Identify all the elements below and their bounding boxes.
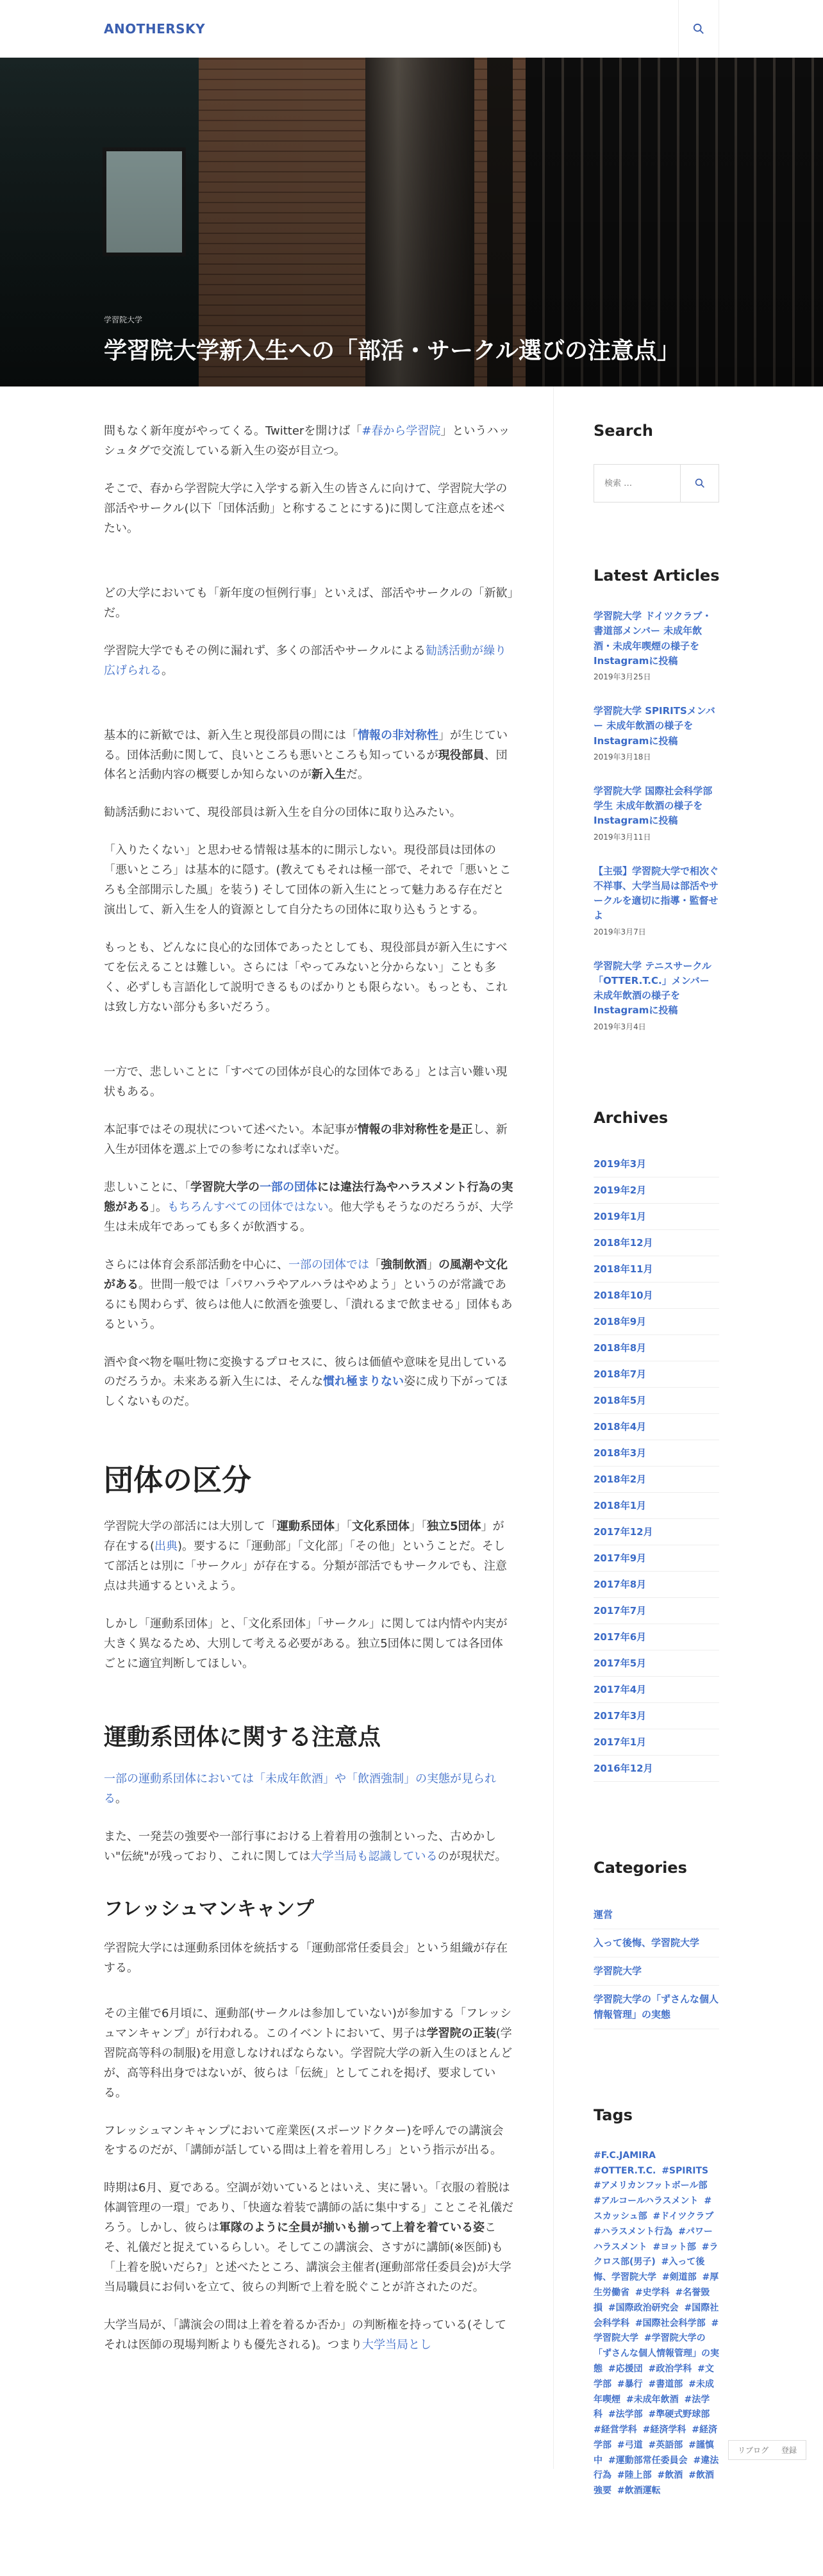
- search-input[interactable]: [594, 465, 680, 502]
- latest-article-item: [594, 609, 719, 682]
- tag-link[interactable]: #飲酒強要: [594, 2470, 714, 2496]
- search-icon: [695, 478, 705, 488]
- tag-link[interactable]: #飲酒運転: [617, 2486, 661, 2496]
- tag-link[interactable]: #違法行為: [594, 2456, 719, 2481]
- tag-link[interactable]: #アメリカンフットボール部: [594, 2181, 708, 2191]
- paragraph: 時期は6月、夏である。空調が効いているとはいえ、実に暑い。「衣服の着脱は体調管理の一環」であり、「快適な着装で講師の話に集中する」ことこそ礼儀だろう。しかし、彼らは軍隊のように全員が揃いも揃って上着を着ている姿こそ、礼儀だと捉えているらしい。そしてこの講演会、さすがに講師(※医師)も「上着を脱いだら?」と述べたところ、講演会主催者(運動部常任委員会)が大学当局職員にお伺いを立て、彼らの判断で上着を脱ぐことが許されたのだ。: [104, 2179, 513, 2298]
- hashtag-link[interactable]: #春から学習院: [362, 424, 440, 438]
- tag-link[interactable]: #アルコールハラスメント: [594, 2196, 699, 2206]
- archive-link[interactable]: 2018年3月: [594, 1440, 719, 1467]
- paragraph: もっとも、どんなに良心的な団体であったとしても、現役部員が新入生にすべてを伝えることは難しい。さらには「やってみないと分からない」ことも多く、必ずしも言語化して説明できるものばかりとも限らない。もっとも、これは致し方ない部分も多いだろう。: [104, 938, 513, 1018]
- latest-article-link[interactable]: 学習院大学 テニスサークル「OTTER.T.C.」メンバー 未成年飲酒の様子をInstagramに投稿: [594, 959, 719, 1018]
- paragraph: 「入りたくない」と思わせる情報は基本的に開示しない。現役部員は団体の「悪いところ」は基本的に隠す。(教えてもそれは極一部で、それで「悪いところも全部開示した風」を装う) そして団体の新入生にとって魅力ある存在だと演出して、新入生を人的資源として自分たちの団体に取り込もうとする。: [104, 841, 513, 920]
- latest-article-link[interactable]: 【主張】学習院大学で相次ぐ不祥事、大学当局は部活やサークルを適切に指導・監督せよ: [594, 864, 719, 924]
- hero-banner: [0, 58, 823, 386]
- tag-link[interactable]: #学習院大学: [594, 2318, 719, 2344]
- archive-link[interactable]: 2018年8月: [594, 1335, 719, 1361]
- tag-link[interactable]: #陸上部: [617, 2470, 652, 2480]
- paragraph: フレッシュマンキャンプにおいて産業医(スポーツドクター)を呼んでの講演会をするのだが、「講師が話している間は上着を着用しろ」という指示が出る。: [104, 2122, 513, 2161]
- latest-article-item: [594, 784, 719, 842]
- archive-link[interactable]: 2018年11月: [594, 1256, 719, 1283]
- latest-article-date: 2019年3月25日: [594, 671, 719, 682]
- categories-widget: [594, 1859, 823, 2029]
- inline-link[interactable]: 一部の運動系団体においては「未成年飲酒」や「飲酒強制」の実態が見られる: [104, 1772, 496, 1806]
- category-link[interactable]: 学習院大学: [594, 1957, 719, 1986]
- latest-article-link[interactable]: 学習院大学 ドイツクラブ・書道部メンバー 未成年飲酒・未成年喫煙の様子をInstagramに投稿: [594, 609, 719, 669]
- tag-link[interactable]: #経営学科: [594, 2425, 637, 2435]
- archive-link[interactable]: 2018年2月: [594, 1467, 719, 1493]
- latest-article-date: 2019年3月18日: [594, 751, 719, 762]
- tag-link[interactable]: #経済学科: [643, 2425, 686, 2435]
- minor-heading: フレッシュマンキャンプ: [104, 1893, 513, 1921]
- floating-action-bar: [728, 2440, 806, 2460]
- tag-link[interactable]: #学習院大学の「ずさんな個人情報管理」の実態: [594, 2333, 719, 2374]
- reblog-button[interactable]: リブログ: [738, 2445, 769, 2456]
- latest-article-item: [594, 704, 719, 762]
- paragraph: 基本的に新歓では、新入生と現役部員の間には「情報の非対称性」が生じている。団体活動に関して、良いところも悪いところも知っているが現役部員、団体名と活動内容の概要しか知らないのが新入生だ。: [104, 726, 513, 786]
- tag-link[interactable]: #名誉毀損: [594, 2288, 710, 2313]
- archive-link[interactable]: 2016年12月: [594, 1756, 719, 1782]
- tag-link[interactable]: #書道部: [648, 2379, 683, 2389]
- latest-articles-list: [594, 609, 823, 1032]
- archive-link[interactable]: 2017年7月: [594, 1598, 719, 1624]
- tag-link[interactable]: #F.C.JAMIRA: [594, 2150, 656, 2161]
- paragraph: 勧誘活動において、現役部員は新入生を自分の団体に取り込みたい。: [104, 803, 513, 823]
- subsection-heading: 運動系団体に関する注意点: [104, 1719, 513, 1752]
- inline-link[interactable]: 大学当局とし: [362, 2338, 431, 2352]
- inline-link[interactable]: もちろんすべての団体ではない: [167, 1201, 329, 1214]
- paragraph: 学習院大学の部活には大別して「運動系団体」「文化系団体」「独立5団体」が存在する(出典)。要するに「運動部」「文化部」「その他」ということだ。そして部活とは別に「サークル」が存在する。分類が部活でもサークルでも、注意点は共通するといえよう。: [104, 1517, 513, 1597]
- inline-link[interactable]: 一部の団体: [260, 1181, 317, 1194]
- hero-category[interactable]: 学習院大学: [104, 314, 694, 325]
- paragraph: 学習院大学には運動系団体を統括する「運動部常任委員会」という組織が存在する。: [104, 1939, 513, 1979]
- widget-title: Categories: [594, 1859, 823, 1877]
- archive-link[interactable]: 2017年5月: [594, 1650, 719, 1677]
- widget-title: Tags: [594, 2106, 823, 2124]
- inline-link[interactable]: 大学当局も認識している: [311, 1850, 438, 1863]
- category-link[interactable]: 入って後悔、学習院大学: [594, 1929, 719, 1957]
- archive-link[interactable]: 2019年3月: [594, 1151, 719, 1177]
- tag-link[interactable]: #ハラスメント行為: [594, 2227, 672, 2237]
- archive-link[interactable]: 2019年2月: [594, 1177, 719, 1204]
- archives-widget: [594, 1109, 823, 1782]
- paragraph: 大学当局が、「講演会の間は上着を着るか否か」の判断権を持っている(そして それは医師の現場判断よりも優先される)。つまり大学当局とし: [104, 2316, 513, 2356]
- paragraph: 悲しいことに、「学習院大学の一部の団体には違法行為やハラスメント行為の実態がある」。もちろんすべての団体ではない。他大学もそうなのだろうが、大学生は未成年であっても多くが飲酒する。: [104, 1178, 513, 1238]
- archive-link[interactable]: 2017年1月: [594, 1729, 719, 1756]
- search-widget: [594, 422, 823, 503]
- archive-link[interactable]: 2019年1月: [594, 1204, 719, 1230]
- tag-link[interactable]: #国際社会科学部: [635, 2318, 706, 2329]
- subscribe-button[interactable]: 登録: [781, 2445, 797, 2456]
- site-brand[interactable]: ANOTHERSKY: [104, 21, 205, 37]
- tag-link[interactable]: #史学科: [635, 2288, 670, 2298]
- tag-link[interactable]: #運動部常任委員会: [608, 2456, 688, 2466]
- latest-articles-widget: [594, 567, 823, 1032]
- archive-link[interactable]: 2017年6月: [594, 1624, 719, 1650]
- tag-link[interactable]: #法学科: [594, 2395, 710, 2420]
- category-link[interactable]: 運営: [594, 1901, 719, 1929]
- latest-article-link[interactable]: 学習院大学 SPIRITSメンバー 未成年飲酒の様子をInstagramに投稿: [594, 704, 719, 749]
- archive-link[interactable]: 2017年8月: [594, 1572, 719, 1598]
- search-submit-button[interactable]: [680, 465, 719, 502]
- site-header: [0, 0, 823, 58]
- archive-link[interactable]: 2017年4月: [594, 1677, 719, 1703]
- search-icon: [693, 23, 704, 35]
- paragraph: どの大学においても「新年度の恒例行事」といえば、部活やサークルの「新歓」だ。: [104, 584, 513, 624]
- paragraph: また、一発芸の強要や一部行事における上着着用の強制といった、古めかしい"伝統"が残っており、これに関しては大学当局も認識しているのが現状だ。: [104, 1827, 513, 1867]
- latest-article-link[interactable]: 学習院大学 国際社会科学部学生 未成年飲酒の様子をInstagramに投稿: [594, 784, 719, 829]
- source-link[interactable]: 出典: [154, 1540, 178, 1553]
- tag-link[interactable]: #法学部: [608, 2409, 643, 2420]
- tag-link[interactable]: #準硬式野球部: [648, 2409, 710, 2420]
- tag-link[interactable]: #未成年飲酒: [626, 2395, 679, 2405]
- tag-link[interactable]: #パワーハラスメント: [594, 2227, 713, 2252]
- archive-link[interactable]: 2017年12月: [594, 1519, 719, 1545]
- tag-link[interactable]: #謹慎中: [594, 2440, 714, 2466]
- tag-link[interactable]: #剣道部: [662, 2272, 697, 2282]
- widget-title: Archives: [594, 1109, 823, 1127]
- tag-link[interactable]: #ヨット部: [653, 2242, 695, 2252]
- archive-link[interactable]: 2018年5月: [594, 1388, 719, 1414]
- widget-title: Latest Articles: [594, 567, 823, 585]
- tag-link[interactable]: #弓道: [617, 2440, 643, 2450]
- archive-link[interactable]: 2017年3月: [594, 1703, 719, 1729]
- content-layout: [0, 386, 823, 2576]
- search-toggle-button[interactable]: [678, 0, 719, 58]
- category-link[interactable]: 学習院大学の「ずさんな個人情報管理」の実態: [594, 1986, 719, 2029]
- tag-link[interactable]: #応援団: [608, 2364, 643, 2374]
- inline-link[interactable]: 情報の非対称性: [358, 729, 438, 742]
- paragraph: そこで、春から学習院大学に入学する新入生の皆さんに向けて、学習院大学の部活やサークル(以下「団体活動」と称することにする)に関して注意点を述べたい。: [104, 479, 513, 539]
- paragraph: 本記事ではその現状について述べたい。本記事が情報の非対称性を是正し、新入生が団体を選ぶ上での参考になれば幸いだ。: [104, 1120, 513, 1160]
- inline-link[interactable]: 慣れ極まりない: [323, 1375, 404, 1388]
- hero-text: [104, 314, 694, 369]
- categories-list: [594, 1901, 823, 2029]
- paragraph: さらには体育会系部活動を中心に、一部の団体では「強制飲酒」の風潮や文化がある。世間一般では「パワハラやアルハラはやめよう」というのが常識であるにも関わらず、彼らは他人に飲酒を強要し、「潰れるまで飲ませる」団体もあるという。: [104, 1256, 513, 1335]
- widget-title: Search: [594, 422, 823, 440]
- tag-link[interactable]: #飲酒: [657, 2470, 683, 2480]
- tag-link[interactable]: #経済学部: [594, 2425, 717, 2450]
- tag-link[interactable]: #政治学科: [648, 2364, 692, 2374]
- paragraph: 一部の運動系団体においては「未成年飲酒」や「飲酒強制」の実態が見られる。: [104, 1770, 513, 1809]
- latest-article-item: [594, 864, 719, 937]
- tag-link[interactable]: #暴行: [617, 2379, 643, 2389]
- tag-link[interactable]: #ドイツクラブ: [653, 2211, 713, 2222]
- tag-link[interactable]: #未成年喫煙: [594, 2379, 714, 2405]
- tag-cloud: [594, 2148, 719, 2499]
- section-heading: 団体の区分: [104, 1457, 513, 1499]
- inline-link[interactable]: 一部の団体では: [288, 1258, 369, 1272]
- paragraph: 一方で、悲しいことに「すべての団体が良心的な団体である」とは言い難い現状もある。: [104, 1063, 513, 1102]
- inline-link[interactable]: 勧誘活動が繰り広げられる: [104, 644, 506, 677]
- tag-link[interactable]: #ラクロス部(男子): [594, 2242, 719, 2268]
- latest-article-date: 2019年3月11日: [594, 831, 719, 842]
- tag-link[interactable]: #SPIRITS: [661, 2166, 708, 2176]
- paragraph: 学習院大学でもその例に漏れず、多くの部活やサークルによる勧誘活動が繰り広げられる。: [104, 642, 513, 681]
- tag-link[interactable]: #文学部: [594, 2364, 714, 2389]
- archive-link[interactable]: 2018年1月: [594, 1493, 719, 1519]
- latest-article-date: 2019年3月7日: [594, 926, 719, 937]
- tag-link[interactable]: #国際社会科学科: [594, 2303, 719, 2329]
- page-title: 学習院大学新入生への「部活・サークル選びの注意点」: [104, 334, 694, 369]
- latest-article-item: [594, 959, 719, 1032]
- paragraph: しかし「運動系団体」と、「文化系団体」「サークル」に関しては内情や内実が大きく異なるため、大別して考える必要がある。独立5団体に関しては各団体ごとに適宜判断してほしい。: [104, 1615, 513, 1674]
- article-body: [0, 386, 554, 2469]
- tag-link[interactable]: #入って後悔、学習院大学: [594, 2257, 704, 2282]
- archive-link[interactable]: 2018年7月: [594, 1361, 719, 1388]
- tag-link[interactable]: #英語部: [648, 2440, 683, 2450]
- archive-link[interactable]: 2018年4月: [594, 1414, 719, 1440]
- paragraph: 間もなく新年度がやってくる。Twitterを開けば「#春から学習院」というハッシュタグで交流している新入生の姿が目立つ。: [104, 422, 513, 461]
- archives-list: [594, 1151, 823, 1782]
- latest-article-date: 2019年3月4日: [594, 1021, 719, 1032]
- tag-link[interactable]: #OTTER.T.C.: [594, 2166, 656, 2176]
- archive-link[interactable]: 2017年9月: [594, 1545, 719, 1572]
- archive-link[interactable]: 2018年9月: [594, 1309, 719, 1335]
- tag-link[interactable]: #厚生労働省: [594, 2272, 719, 2298]
- tag-link[interactable]: #国際政治研究会: [608, 2303, 679, 2313]
- search-form: [594, 464, 719, 503]
- tag-link[interactable]: #スカッシュ部: [594, 2196, 711, 2222]
- paragraph: その主催で6月頃に、運動部(サークルは参加していない)が参加する「フレッシュマンキャンプ」が行われる。このイベントにおいて、男子は学習院の正装(学習院高等科の制服)を用意しなければならない。学習院大学の新入生のほとんどが、高等科出身ではないが、彼らは「伝統」としてこれを掲げ、要求している。: [104, 2004, 513, 2104]
- paragraph: 酒や食べ物を嘔吐物に変換するプロセスに、彼らは価値や意味を見出しているのだろうか。未来ある新入生には、そんな慣れ極まりない姿に成り下がってほしくないものだ。: [104, 1353, 513, 1413]
- archive-link[interactable]: 2018年10月: [594, 1283, 719, 1309]
- archive-link[interactable]: 2018年12月: [594, 1230, 719, 1256]
- sidebar: [554, 386, 823, 2576]
